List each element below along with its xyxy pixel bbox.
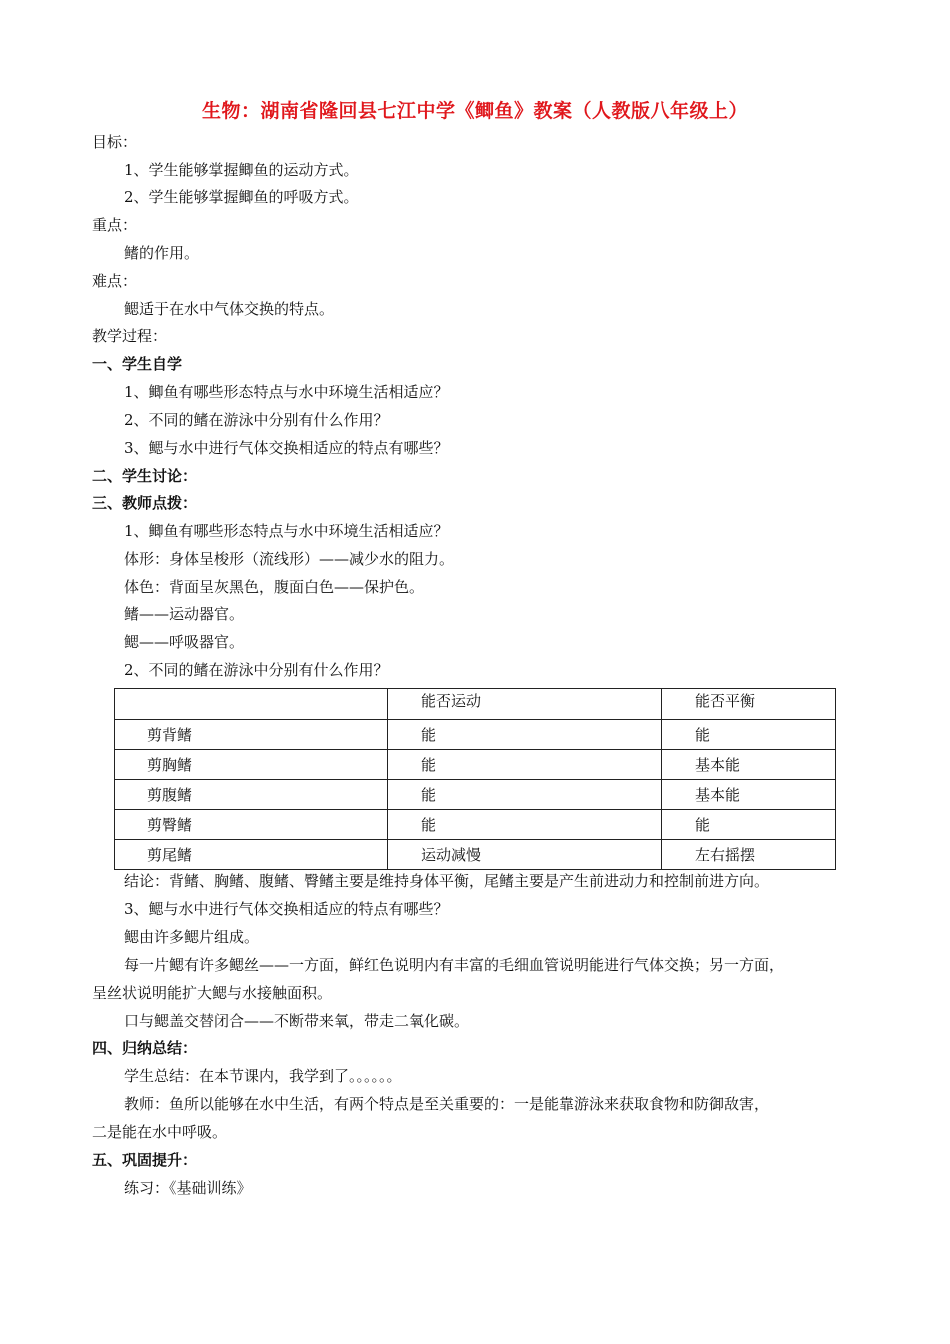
goals-label: 目标： (92, 133, 138, 151)
table-cell: 运动减慢 (388, 840, 662, 870)
document-title: 生物：湖南省隆回县七江中学《鲫鱼》教案（人教版八年级上） (201, 100, 748, 122)
teacher-summary-text-cont: 二是能在水中呼吸。 (92, 1123, 228, 1141)
question-item: 1、鲫鱼有哪些形态特点与水中环境生活相适应？ (124, 522, 449, 540)
goal-item: 2、学生能够掌握鲫鱼的呼吸方式。 (124, 188, 359, 206)
table-row (115, 810, 836, 840)
section-heading: 四、归纳总结： (92, 1039, 198, 1057)
section-heading: 五、巩固提升： (92, 1151, 198, 1169)
table-cell: 基本能 (662, 750, 836, 780)
table-cell: 能 (388, 810, 662, 840)
table-cell: 剪胸鳍 (115, 750, 388, 780)
section-heading: 一、学生自学 (92, 355, 183, 373)
section-heading: 二、学生讨论： (92, 467, 198, 485)
key-point-text: 鳍的作用。 (124, 244, 200, 262)
question-item: 3、鳃与水中进行气体交换相适应的特点有哪些？ (124, 900, 449, 918)
question-item: 3、鳃与水中进行气体交换相适应的特点有哪些？ (124, 439, 449, 457)
key-point-label: 重点： (92, 216, 138, 234)
table-cell: 剪腹鳍 (115, 780, 388, 810)
table-cell: 基本能 (662, 780, 836, 810)
gill-text: 鳃——呼吸器官。 (124, 633, 245, 651)
teacher-summary-text: 教师：鱼所以能够在水中生活，有两个特点是至关重要的：一是能靠游泳来获取食物和防御敌害， (124, 1095, 770, 1113)
question-item: 1、鲫鱼有哪些形态特点与水中环境生活相适应？ (124, 383, 449, 401)
student-summary-text: 学生总结：在本节课内，我学到了。。。。。。 (124, 1067, 402, 1085)
question-item: 2、不同的鳍在游泳中分别有什么作用？ (124, 661, 389, 679)
table-row (115, 840, 836, 870)
table-cell: 剪尾鳍 (115, 840, 388, 870)
question-item: 2、不同的鳍在游泳中分别有什么作用？ (124, 411, 389, 429)
table-header-row (115, 689, 836, 720)
table-header-cell: 能否运动 (388, 689, 662, 720)
gill-filament-text: 每一片鳃有许多鳃丝——一方面，鲜红色说明内有丰富的毛细血管说明能进行气体交换；另一方面， (124, 956, 785, 974)
table-row (115, 750, 836, 780)
body-color-text: 体色：背面呈灰黑色，腹面白色——保护色。 (124, 578, 425, 596)
table-cell: 左右摇摆 (662, 840, 836, 870)
table-row (115, 780, 836, 810)
conclusion-text: 结论：背鳍、胸鳍、腹鳍、臀鳍主要是维持身体平衡，尾鳍主要是产生前进动力和控制前进方向。 (124, 872, 770, 890)
table-row (115, 720, 836, 750)
table-cell: 剪臀鳍 (115, 810, 388, 840)
goal-item: 1、学生能够掌握鲫鱼的运动方式。 (124, 161, 359, 179)
body-shape-text: 体形：身体呈梭形（流线形）——减少水的阻力。 (124, 550, 455, 568)
section-heading: 三、教师点拨： (92, 494, 198, 512)
gill-filament-text-cont: 呈丝状说明能扩大鳃与水接触面积。 (92, 984, 333, 1002)
difficulty-label: 难点： (92, 272, 138, 290)
difficulty-text: 鳃适于在水中气体交换的特点。 (124, 300, 335, 318)
table-cell: 能 (388, 720, 662, 750)
exercise-text: 练习：《基础训练》 (124, 1179, 252, 1197)
table-cell: 能 (662, 810, 836, 840)
process-label: 教学过程： (92, 327, 168, 345)
fin-text: 鳍——运动器官。 (124, 605, 245, 623)
table-header-cell (115, 689, 388, 720)
table-cell: 能 (662, 720, 836, 750)
table-cell: 能 (388, 780, 662, 810)
gill-composition-text: 鳃由许多鳃片组成。 (124, 928, 260, 946)
table-cell: 剪背鳍 (115, 720, 388, 750)
table-cell: 能 (388, 750, 662, 780)
mouth-operculum-text: 口与鳃盖交替闭合——不断带来氧，带走二氧化碳。 (124, 1012, 470, 1030)
table-header-cell: 能否平衡 (662, 689, 836, 720)
fin-experiment-table (114, 688, 836, 870)
